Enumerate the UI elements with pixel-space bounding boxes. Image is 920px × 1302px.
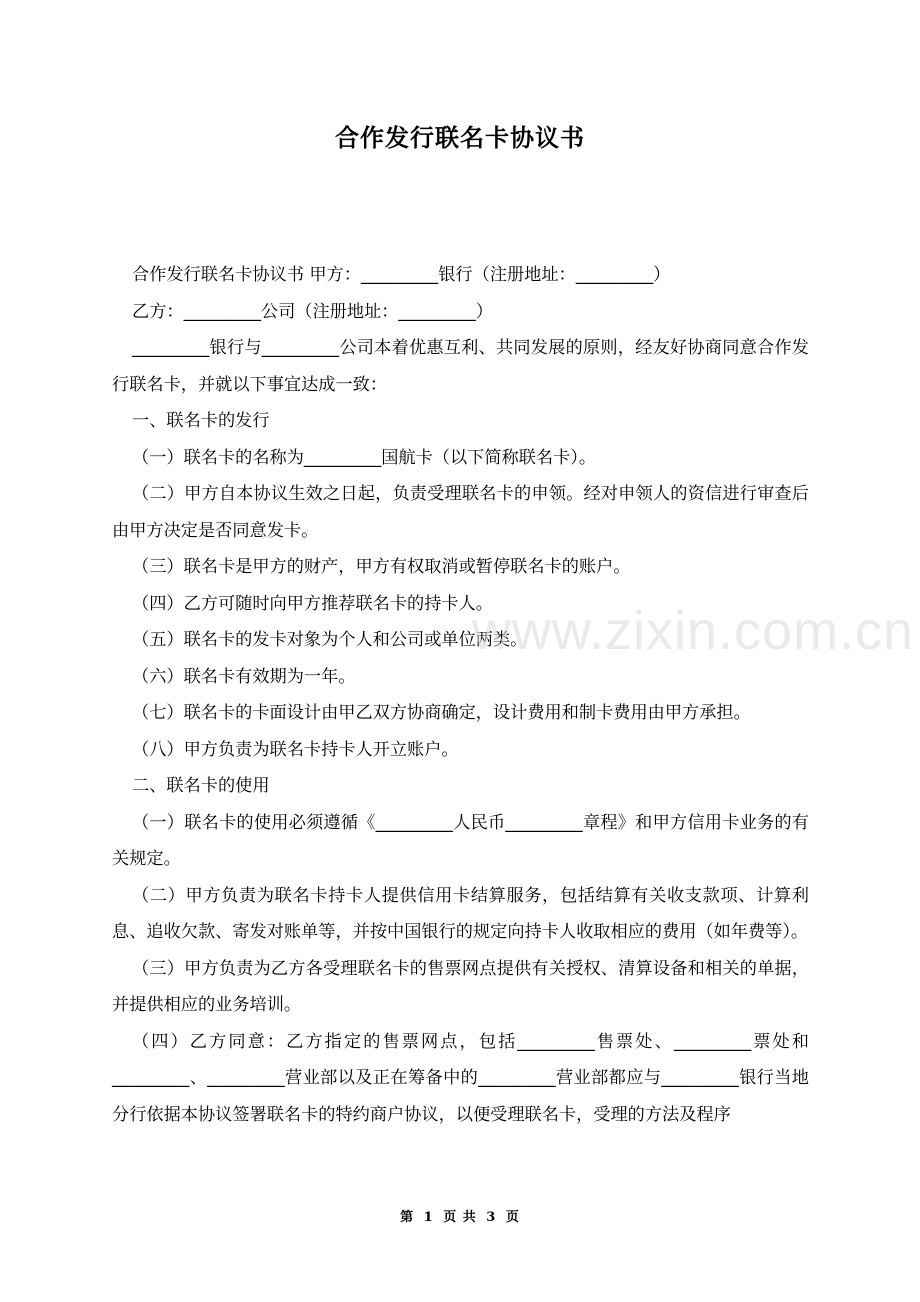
footer-page-number: 1: [423, 1210, 434, 1225]
section-heading-usage: 二、联名卡的使用: [132, 776, 270, 796]
page-footer: [0, 1206, 920, 1225]
footer-middle: 页 共: [443, 1210, 477, 1225]
footer-total-pages: 3: [486, 1210, 497, 1225]
clause-2-2: （二）甲方负责为联名卡持卡人提供信用卡结算服务，包括结算有关收支款项、计算利息、追收欠款、寄发对账单等，并按中国银行的规定向持卡人收取相应的费用（如年费等）。: [112, 885, 809, 942]
clause-2-4: （四）乙方同意：乙方指定的售票网点，包括_________售票处、_________票处和_________、_________营业部以及正在筹备中的_________营业部都应与_________银行当地分行依据本协议签署联名卡的特约商户协议，以便受理联名卡，受理的方法及程序: [112, 1031, 809, 1125]
clause-1-5: （五）联名卡的发卡对象为个人和公司或单位两类。: [132, 630, 528, 650]
clause-2-3: （三）甲方负责为乙方各受理联名卡的售票网点提供有关授权、清算设备和相关的单据，并提供相应的业务培训。: [112, 958, 809, 1015]
watermark: www.zixin.com.cn: [472, 601, 915, 661]
paragraph-preamble: _________银行与_________公司本着优惠互利、共同发展的原则，经友好协商同意合作发行联名卡，并就以下事宜达成一致：: [112, 338, 809, 395]
clause-1-3: （三）联名卡是甲方的财产，甲方有权取消或暂停联名卡的账户。: [132, 557, 631, 577]
clause-1-2: （二）甲方自本协议生效之日起，负责受理联名卡的申领。经对申领人的资信进行审查后由甲方决定是否同意发卡。: [112, 484, 809, 541]
document-title: 合作发行联名卡协议书: [335, 124, 585, 152]
clause-1-6: （六）联名卡有效期为一年。: [132, 666, 356, 687]
clause-1-7: （七）联名卡的卡面设计由甲乙双方协商确定，设计费用和制卡费用由甲方承担。: [132, 703, 751, 723]
paragraph-party-b: 乙方：_________公司（注册地址：_________）: [132, 301, 493, 322]
clause-1-4: （四）乙方可随时向甲方推荐联名卡的持卡人。: [132, 593, 493, 614]
paragraph-party-a: 合作发行联名卡协议书 甲方：_________银行（注册地址：_________）: [132, 265, 671, 285]
footer-prefix: 第: [400, 1210, 415, 1225]
document-body: [112, 257, 809, 1133]
clause-2-1: （一）联名卡的使用必须遵循《_________人民币_________章程》和甲方信用卡业务的有关规定。: [112, 812, 809, 869]
clause-1-1: （一）联名卡的名称为_________国航卡（以下简称联名卡）。: [132, 447, 597, 468]
footer-suffix: 页: [505, 1210, 520, 1225]
section-heading-issuance: 一、联名卡的发行: [132, 411, 270, 431]
clause-1-8: （八）甲方负责为联名卡持卡人开立账户。: [132, 739, 459, 760]
